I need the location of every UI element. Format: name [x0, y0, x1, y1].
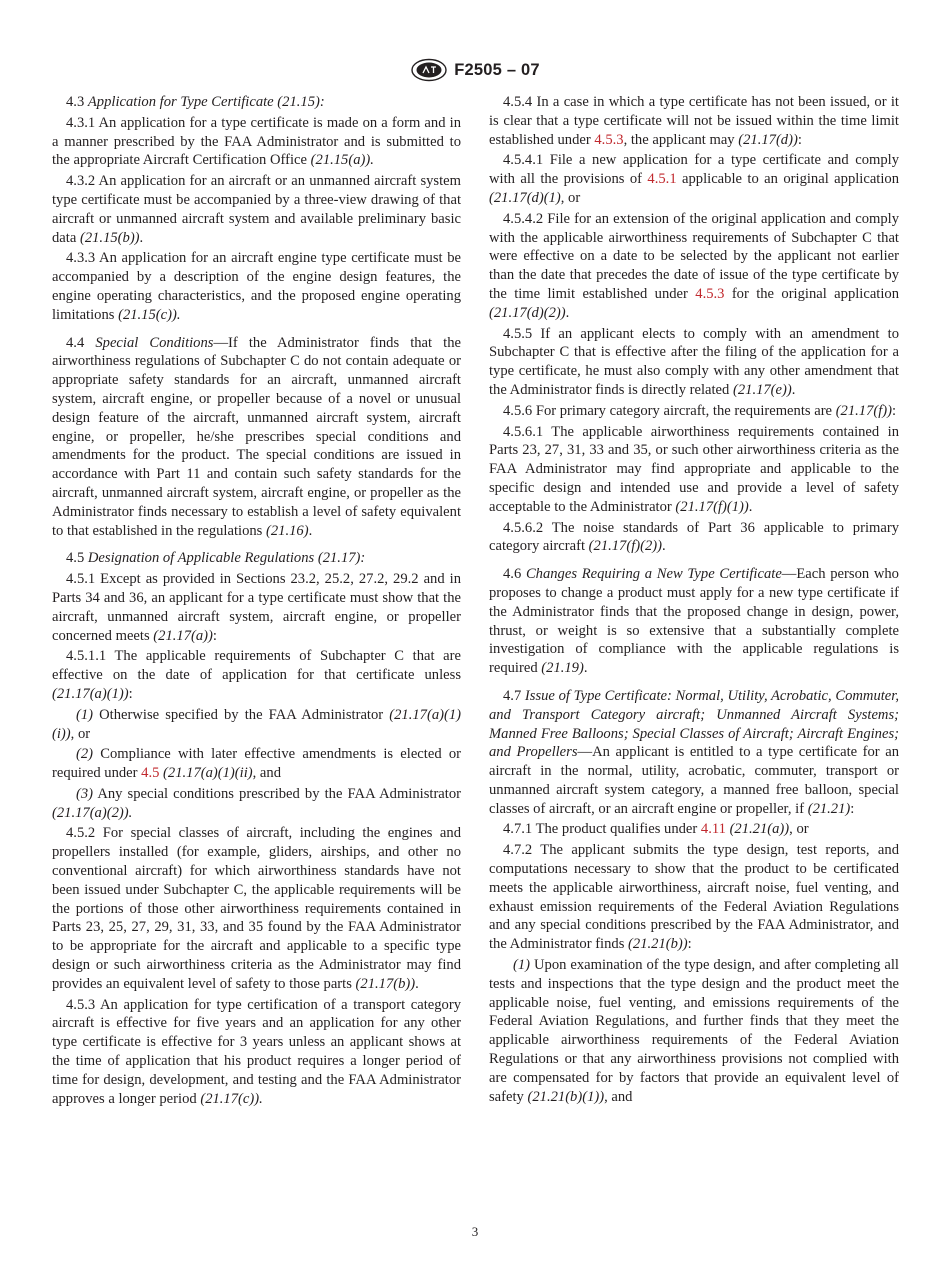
- paragraph-4-7: 4.7 Issue of Type Certificate: Normal, Utility, Acrobatic, Commuter, and Transport Category aircraft; Unmanned Aircraft Systems; Manned Free Balloons; Special Classes of Aircraft; Aircraft Engines; and Propellers—An applicant is entitled to a type certificate for an aircraft in the normal, utility, acrobatic, commuter, transport or unmanned aircraft system category, a manned free balloon, special classes of aircraft, or an aircraft engine or propeller, if (21.21):: [489, 687, 899, 817]
- paragraph-4-3: 4.3 Application for Type Certificate (21.15):: [66, 94, 325, 110]
- paragraph-4-7-2: 4.7.2 The applicant submits the type design, test reports, and computations necessary to show that the product to be certificated meets the applicable airworthiness, aircraft noise, fuel venting, and exhaust emission requirements of the Federal Aviation Regulations and any special conditions prescribed by the FAA Administrator, and the Administrator finds (21.21(b)):: [489, 842, 899, 953]
- paragraph-4-5: 4.5 Designation of Applicable Regulations (21.17):: [66, 550, 366, 567]
- paragraph-4-5-5: 4.5.5 If an applicant elects to comply with an amendment to Subchapter C that is effective after the filing of the application for a type certificate, he must also comply with any other amendment that the Administrator finds is directly related (21.17(e)).: [489, 325, 899, 398]
- astm-logo-icon: [410, 58, 448, 82]
- section-link[interactable]: 4.5.1: [647, 171, 677, 188]
- section-link[interactable]: 4.11: [700, 821, 726, 838]
- paragraph-4-5-4: 4.5.4 In a case in which a type certificate has not been issued, or it is clear that a type certificate will not be issued within the time limit established under 4.5.3, the applicant may (21.17(d)):: [489, 94, 899, 148]
- paragraph-4-7-1: 4.7.1 The product qualifies under 4.11 (21.21(a)), or: [503, 821, 809, 838]
- paragraph-4-3-2: 4.3.2 An application for an aircraft or an unmanned aircraft system type certificate must be accompanied by a three-view drawing of that aircraft or unmanned aircraft system and available preliminary basic data (21.15(b)).: [52, 173, 461, 246]
- page-number: 3: [471, 1224, 479, 1239]
- paragraph-4-3-3: 4.3.3 An application for an aircraft engine type certificate must be accompanied by a description of the engine design features, the engine operating characteristics, and the proposed engine operating limitations (21.15(c)).: [52, 250, 461, 323]
- paragraph-4-3-1: 4.3.1 An application for a type certificate is made on a form and in a manner prescribed by the FAA Administrator and is submitted to the appropriate Aircraft Certification Office (21.15(a)).: [52, 114, 461, 169]
- paragraph-4-5-4-2: 4.5.4.2 File for an extension of the original application and comply with the applicable airworthiness requirements of Subchapter C that were effective on a date to be selected by the applicant not earlier than the date that precedes the date of issue of the type certificate by the time limit established under 4.5.3 for the original application (21.17(d)(2)).: [489, 210, 900, 321]
- paragraph-4-7-2-item-1: (1) Upon examination of the type design, and after completing all tests and inspections that the type design and the product meet the applicable noise, fuel venting, and emissions requirements of the Federal Aviation Regulations, and further finds that they meet the applicable airworthiness requirements of the Federal Aviation Regulations or that any airworthiness provisions not complied with are compensated for by factors that provide an equivalent level of safety (21.21(b)(1)), and: [489, 957, 899, 1105]
- section-link[interactable]: 4.5.3: [695, 285, 725, 302]
- page-header: [0, 58, 950, 82]
- paragraph-4-5-2: 4.5.2 For special classes of aircraft, including the engines and propellers installed (for example, gliders, airships, and other no conventional aircraft) for which airworthiness standards have not been issued under Subchapter C, the applicable requirements will be the portions of those other airworthiness requirements contained in Parts 23, 25, 27, 29, 31, 33, and 35 found by the FAA Administrator to be appropriate for the aircraft and applicable to a specific type design or such airworthiness criteria as the Administrator may find provides an equivalent level of safety to those parts (21.17(b)).: [52, 825, 461, 992]
- paragraph-4-5-1-1-item-3: (3) Any special conditions prescribed by the FAA Administrator (21.17(a)(2)).: [52, 785, 461, 821]
- paragraph-4-5-6-1: 4.5.6.1 The applicable airworthiness requirements contained in Parts 23, 27, 31, 33 and 35, or such other airworthiness criteria as the FAA Administrator may find appropriate and applicable to the specific design and intended use and provide a level of safety acceptable to the Administrator (21.17(f)(1)).: [489, 423, 899, 515]
- paragraph-4-6: 4.6 Changes Requiring a New Type Certificate—Each person who proposes to change a product must apply for a new type certificate if the Administrator finds that the proposed change in design, power, thrust, or weight is so extensive that a substantially complete investigation of compliance with the applicable regulations is required (21.19).: [489, 566, 899, 677]
- document-id: F2505 – 07: [454, 60, 540, 79]
- section-link[interactable]: 4.5.3: [594, 131, 624, 148]
- paragraph-4-5-1-1: 4.5.1.1 The applicable requirements of Subchapter C that are effective on the date of application for that certificate unless (21.17(a)(1)):: [52, 648, 461, 702]
- paragraph-4-5-4-1: 4.5.4.1 File a new application for a type certificate and comply with all the provisions of 4.5.1 applicable to an original application (21.17(d)(1), or: [489, 152, 900, 206]
- paragraph-4-5-3: 4.5.3 An application for type certification of a transport category aircraft is effective for five years and an application for any other type certificate is effective for 3 years unless an applicant shows at the time of application that his product requires a longer period of time for design, development, and testing and the FAA Administrator approves a longer period (21.17(c)).: [52, 996, 461, 1107]
- paragraph-4-5-6: 4.5.6 For primary category aircraft, the requirements are (21.17(f)):: [503, 402, 897, 419]
- paragraph-4-5-1-1-item-1: (1) Otherwise specified by the FAA Administrator (21.17(a)(1)(i)), or: [52, 706, 461, 742]
- left-column: [52, 93, 461, 1108]
- right-column: [489, 93, 899, 1106]
- paragraph-4-4: 4.4 Special Conditions—If the Administrator finds that the airworthiness regulations of Subchapter C do not contain adequate or appropriate safety standards for an aircraft, unmanned aircraft system, aircraft engine, or propeller because of a novel or unusual design feature of the aircraft, unmanned aircraft system, aircraft engine, or propeller, he/she prescribes special conditions and amendments for the product. The special conditions are issued in accordance with Part 11 and contain such safety standards for the aircraft, unmanned aircraft system, aircraft engine, or propeller as the Administrator finds necessary to establish a level of safety equivalent to that established in the regulations (21.16).: [52, 334, 462, 539]
- paragraph-4-5-6-2: 4.5.6.2 The noise standards of Part 36 applicable to primary category aircraft (21.17(f)(2)).: [489, 519, 899, 555]
- paragraph-4-5-1: 4.5.1 Except as provided in Sections 23.2, 25.2, 27.2, 29.2 and in Parts 34 and 36, an applicant for a type certificate must show that the aircraft, unmanned aircraft system, aircraft engine, or propeller concerned meets (21.17(a)):: [52, 571, 461, 644]
- section-link[interactable]: 4.5: [141, 765, 160, 782]
- paragraph-4-5-1-1-item-2: (2) Compliance with later effective amendments is elected or required under 4.5 (21.17(a)(1)(ii), and: [52, 746, 461, 782]
